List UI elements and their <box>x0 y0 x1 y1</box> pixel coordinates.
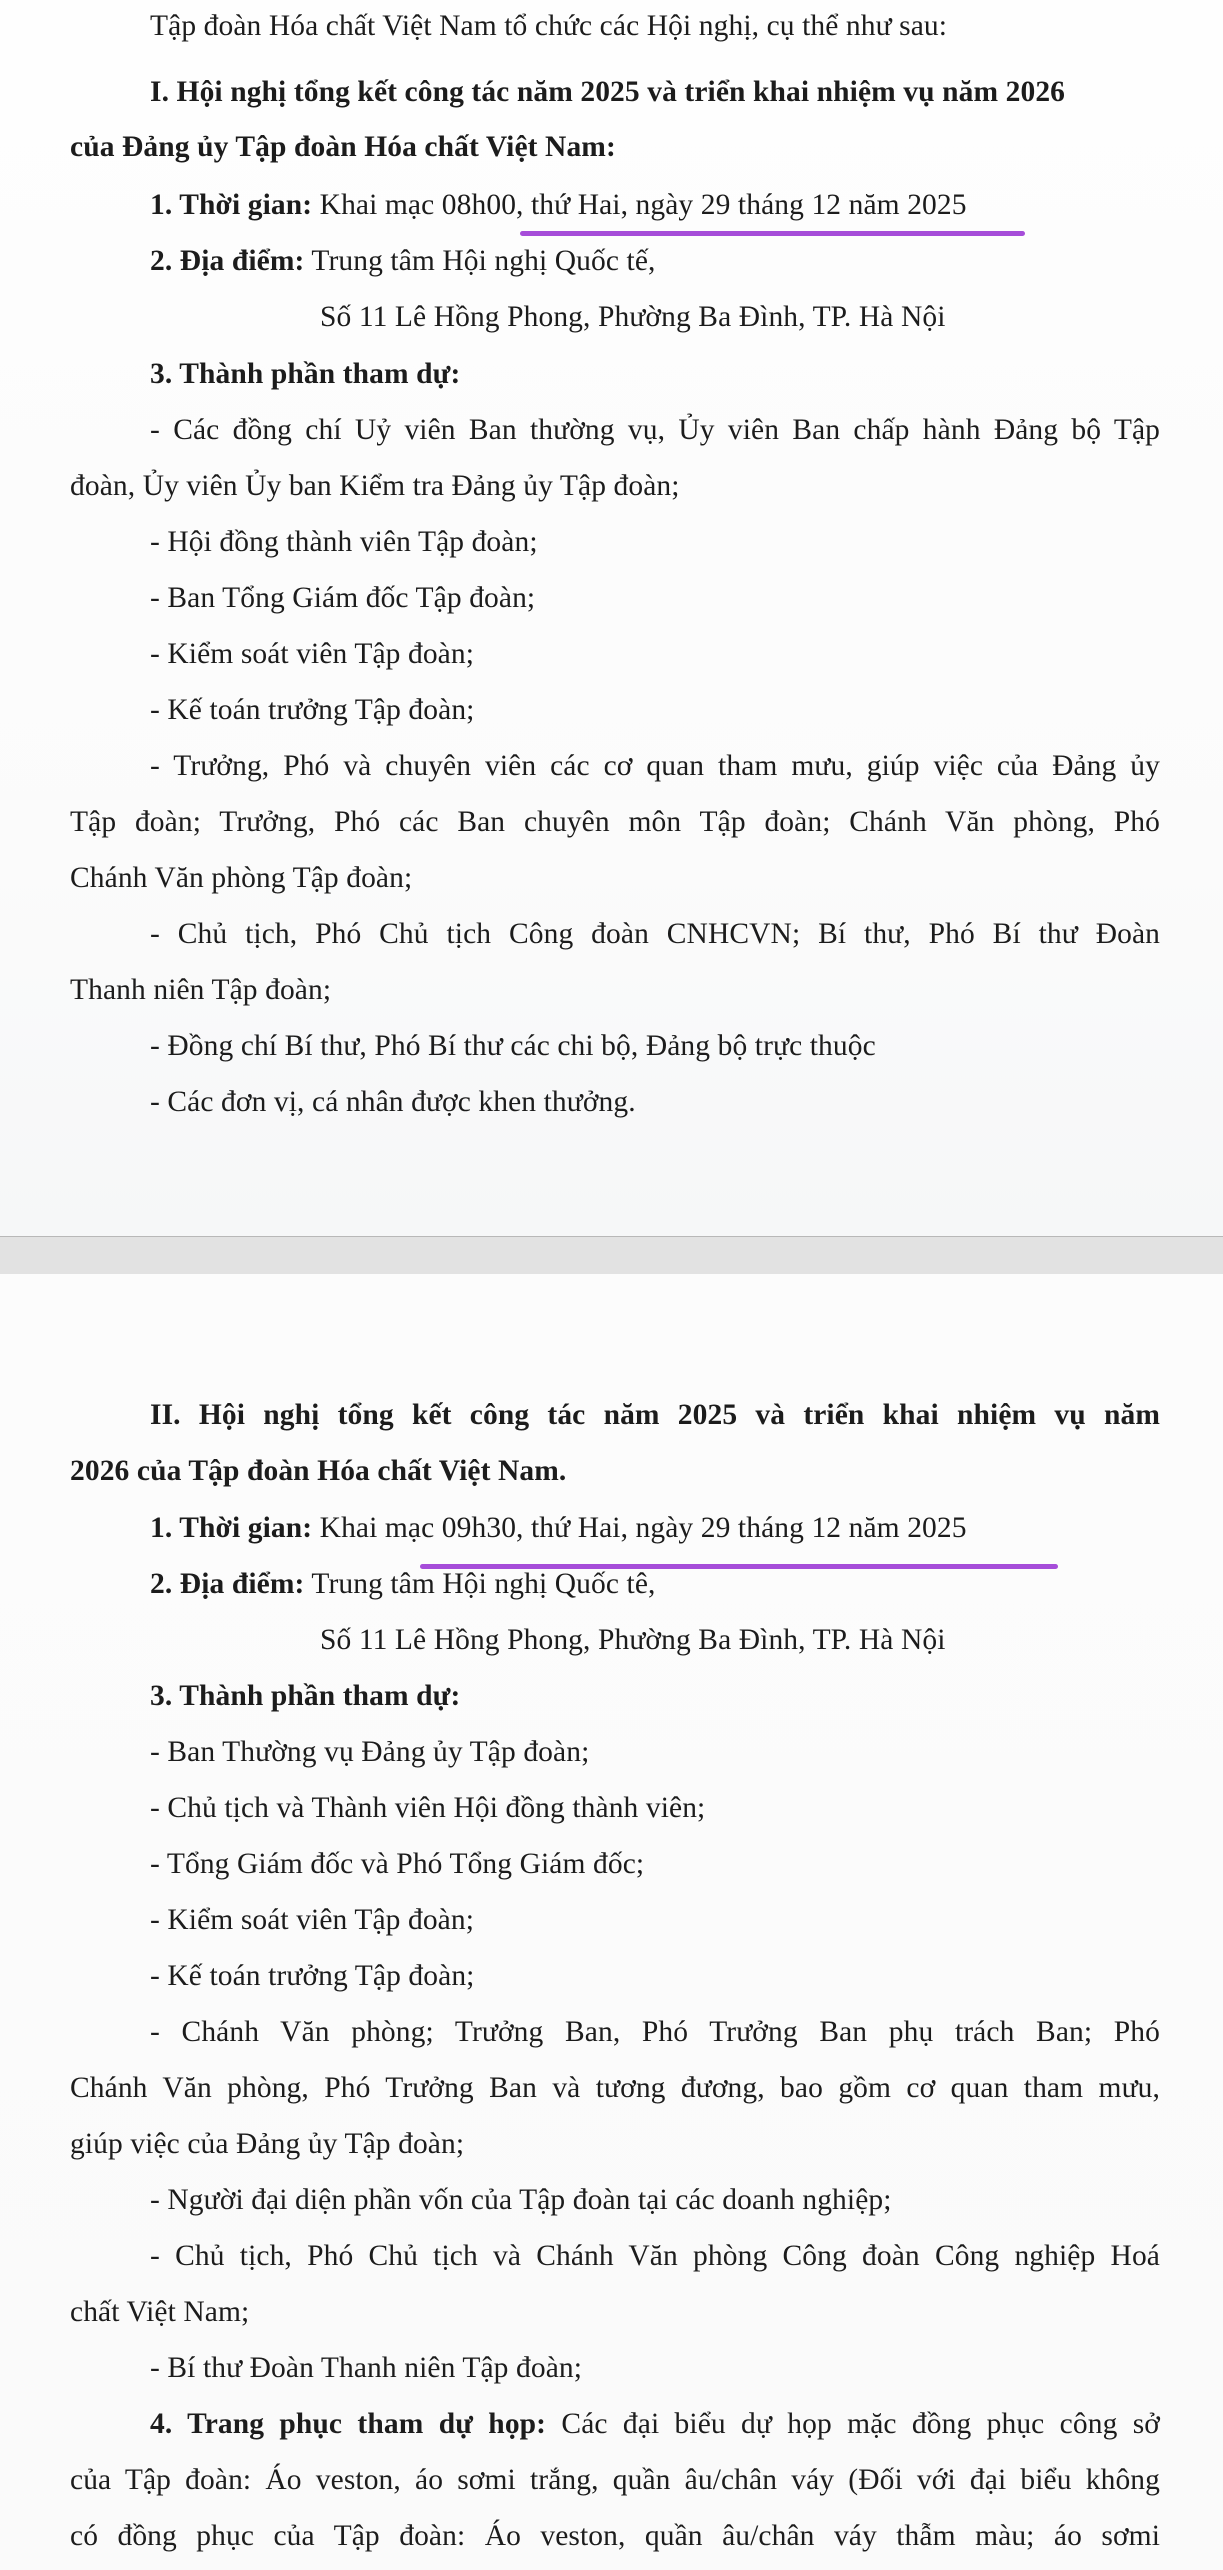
section-1-time <box>150 185 967 225</box>
section-2-participant-6-line-1: - Chánh Văn phòng; Trưởng Ban, Phó Trưởng Ban phụ trách Ban; Phó <box>150 2016 1160 2048</box>
section-1-time-value: Khai mạc 08h00, thứ Hai, ngày 29 tháng 12 năm 2025 <box>312 189 967 221</box>
section-1-place-label: 2. Địa điểm: <box>150 245 305 277</box>
section-2-time <box>150 1508 967 1548</box>
section-2-heading-line-2: 2026 của Tập đoàn Hóa chất Việt Nam. <box>70 1455 567 1487</box>
section-2-participant-8-line-2: chất Việt Nam; <box>70 2296 250 2328</box>
section-1-time-label: 1. Thời gian: <box>150 189 313 221</box>
section-2-participant-5: - Kế toán trưởng Tập đoàn; <box>150 1960 475 1992</box>
section-1-time-underline-mark <box>520 231 1025 236</box>
section-2-participant-6-line-2: Chánh Văn phòng, Phó Trưởng Ban và tương đương, bao gồm cơ quan tham mưu, <box>70 2072 1160 2104</box>
section-2-attire-text: Các đại biểu dự họp mặc đồng phục công sở <box>546 2408 1161 2440</box>
section-1-participant-9: - Các đơn vị, cá nhân được khen thưởng. <box>150 1086 636 1118</box>
section-1-participant-6-line-1: - Trưởng, Phó và chuyên viên các cơ quan tham mưu, giúp việc của Đảng ủy <box>150 750 1160 782</box>
section-2-participant-6-line-3: giúp việc của Đảng ủy Tập đoàn; <box>70 2128 465 2160</box>
section-2-time-value: Khai mạc 09h30, thứ Hai, ngày 29 tháng 12 năm 2025 <box>312 1512 967 1544</box>
section-1-participant-3: - Ban Tổng Giám đốc Tập đoàn; <box>150 582 536 614</box>
document-page-2 <box>0 1274 1223 2570</box>
page-2-content <box>0 1274 1223 2570</box>
section-1-participant-6-line-2: Tập đoàn; Trưởng, Phó các Ban chuyên môn Tập đoàn; Chánh Văn phòng, Phó <box>70 806 1160 838</box>
section-1-participant-7-line-2: Thanh niên Tập đoàn; <box>70 974 332 1006</box>
section-2-participant-3: - Tổng Giám đốc và Phó Tổng Giám đốc; <box>150 1848 645 1880</box>
section-1-participant-5: - Kế toán trưởng Tập đoàn; <box>150 694 475 726</box>
section-1-participant-1-line-2: đoàn, Ủy viên Ủy ban Kiểm tra Đảng ủy Tập đoàn; <box>70 470 680 502</box>
section-1-heading-line-1: I. Hội nghị tổng kết công tác năm 2025 và triển khai nhiệm vụ năm 2026 <box>150 76 1066 108</box>
section-2-place <box>150 1564 656 1604</box>
section-2-place-label: 2. Địa điểm: <box>150 1568 305 1600</box>
section-1-participant-8: - Đồng chí Bí thư, Phó Bí thư các chi bộ, Đảng bộ trực thuộc <box>150 1030 876 1062</box>
section-2-participant-7: - Người đại diện phần vốn của Tập đoàn tại các doanh nghiệp; <box>150 2184 892 2216</box>
section-2-participant-4: - Kiểm soát viên Tập đoàn; <box>150 1904 475 1936</box>
section-1-participant-1-line-1: - Các đồng chí Uỷ viên Ban thường vụ, Ủy viên Ban chấp hành Đảng bộ Tập <box>150 414 1160 446</box>
page-1-content <box>0 0 1223 1236</box>
section-1-place-value: Trung tâm Hội nghị Quốc tế, <box>304 245 656 277</box>
section-1-participant-7-line-1: - Chủ tịch, Phó Chủ tịch Công đoàn CNHCVN; Bí thư, Phó Bí thư Đoàn <box>150 918 1160 950</box>
section-2-place-value: Trung tâm Hội nghị Quốc tê, <box>304 1568 656 1600</box>
section-2-attire-line-3: có đồng phục của Tập đoàn: Áo veston, quần âu/chân váy thẫm màu; áo sơmi <box>70 2520 1160 2552</box>
section-2-participants-label: 3. Thành phần tham dự: <box>150 1680 461 1712</box>
intro-text: Tập đoàn Hóa chất Việt Nam tổ chức các Hội nghị, cụ thể như sau: <box>150 10 948 42</box>
section-2-attire-line-1 <box>150 2404 1160 2444</box>
section-2-attire-label: 4. Trang phục tham dự họp: <box>150 2408 547 2440</box>
section-2-participant-8-line-1: - Chủ tịch, Phó Chủ tịch và Chánh Văn phòng Công đoàn Công nghiệp Hoá <box>150 2240 1160 2272</box>
section-2-participant-9: - Bí thư Đoàn Thanh niên Tập đoàn; <box>150 2352 583 2384</box>
section-1-participant-4: - Kiểm soát viên Tập đoàn; <box>150 638 475 670</box>
section-1-participants-label: 3. Thành phần tham dự: <box>150 358 461 390</box>
section-1-participant-6-line-3: Chánh Văn phòng Tập đoàn; <box>70 862 413 894</box>
section-1-address: Số 11 Lê Hồng Phong, Phường Ba Đình, TP. Hà Nội <box>320 301 946 333</box>
section-2-participant-2: - Chủ tịch và Thành viên Hội đồng thành viên; <box>150 1792 706 1824</box>
page-separator <box>0 1237 1223 1274</box>
section-1-place <box>150 241 656 281</box>
section-2-participant-1: - Ban Thường vụ Đảng ủy Tập đoàn; <box>150 1736 590 1768</box>
document-page-1 <box>0 0 1223 1236</box>
section-2-address: Số 11 Lê Hồng Phong, Phường Ba Đình, TP. Hà Nội <box>320 1624 946 1656</box>
section-1-participant-2: - Hội đồng thành viên Tập đoàn; <box>150 526 538 558</box>
section-2-attire-line-2: của Tập đoàn: Áo veston, áo sơmi trắng, quần âu/chân váy (Đối với đại biểu không <box>70 2464 1160 2496</box>
section-2-heading-line-1: II. Hội nghị tổng kết công tác năm 2025 và triển khai nhiệm vụ năm <box>150 1399 1160 1431</box>
section-1-heading-line-2: của Đảng ủy Tập đoàn Hóa chất Việt Nam: <box>70 131 616 163</box>
section-2-time-label: 1. Thời gian: <box>150 1512 313 1544</box>
